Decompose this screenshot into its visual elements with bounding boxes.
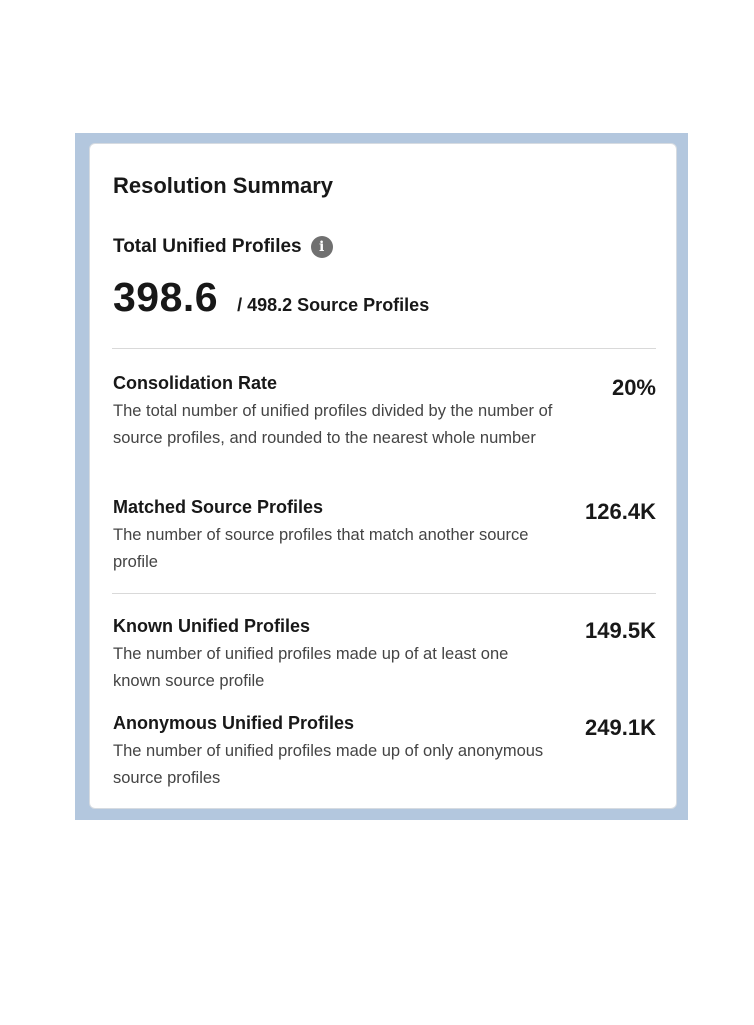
- metric-name: Matched Source Profiles: [113, 497, 324, 517]
- total-unified-profiles-header: [113, 236, 333, 258]
- divider: [112, 348, 656, 349]
- metric-value: 126.4K: [585, 499, 656, 524]
- metric-value: 20%: [611, 375, 656, 400]
- card-title: Resolution Summary: [113, 173, 334, 198]
- source-profiles-total: / 498.2 Source Profiles: [237, 295, 430, 315]
- metric-value: 249.1K: [585, 715, 656, 740]
- metric-value: 149.5K: [585, 618, 656, 643]
- metric-description: The number of source profiles that match another source profile: [113, 526, 529, 571]
- metric-matched-source-profiles: [113, 495, 656, 576]
- resolution-summary-card: [89, 143, 677, 809]
- metric-known-unified-profiles: [113, 614, 656, 695]
- metric-consolidation-rate: [113, 371, 656, 452]
- divider: [112, 593, 656, 594]
- total-unified-profiles-value: 398.6: [113, 274, 219, 320]
- total-unified-profiles-label: Total Unified Profiles: [113, 236, 302, 257]
- metric-anonymous-unified-profiles: [113, 711, 656, 792]
- metric-name: Known Unified Profiles: [113, 616, 311, 636]
- metric-description: The number of unified profiles made up of at least one known source profile: [113, 645, 509, 690]
- metric-description: The number of unified profiles made up of only anonymous source profiles: [113, 742, 544, 787]
- metric-name: Consolidation Rate: [113, 373, 278, 393]
- metric-name: Anonymous Unified Profiles: [113, 713, 355, 733]
- metric-description: The total number of unified profiles divided by the number of source profiles, and rounded to the nearest whole number: [113, 402, 553, 447]
- total-unified-profiles-value-row: [113, 274, 429, 321]
- info-icon[interactable]: i: [311, 236, 333, 258]
